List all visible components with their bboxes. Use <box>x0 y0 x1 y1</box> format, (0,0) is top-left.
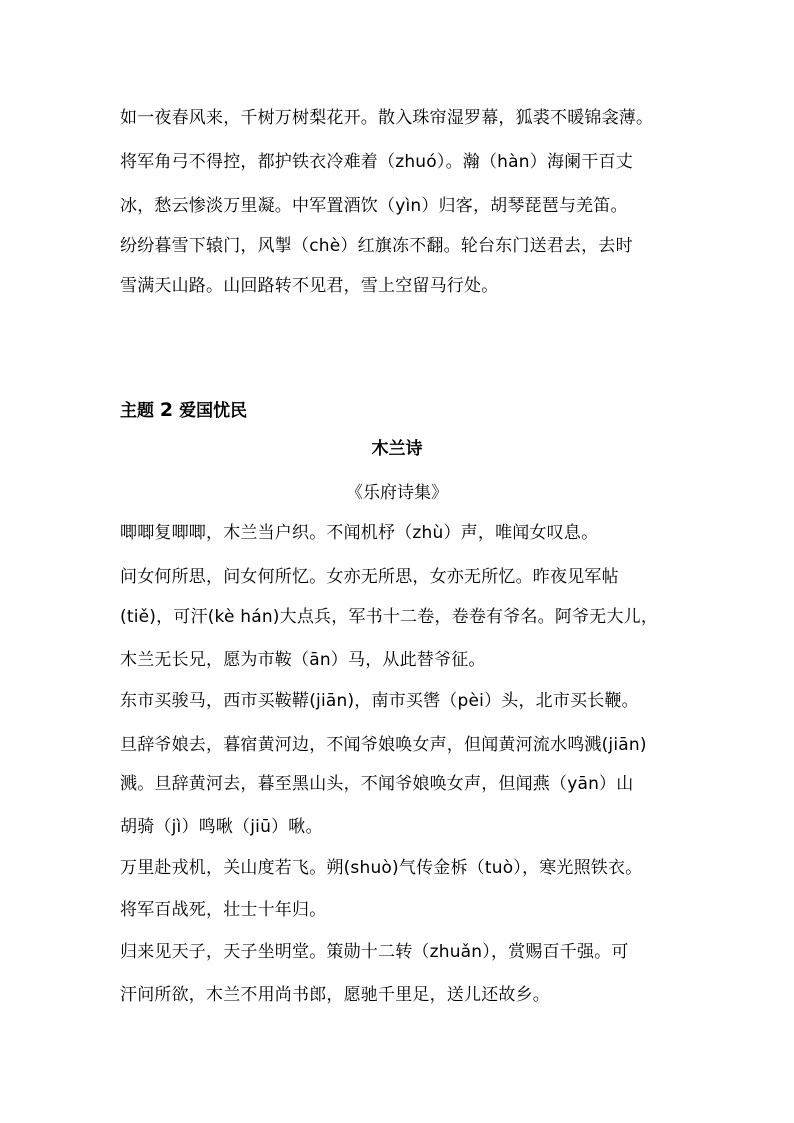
poem-line: 唧唧复唧唧，木兰当户织。不闻机杼（zhù）声，唯闻女叹息。 <box>120 523 599 543</box>
poem-line: 胡骑（jì）鸣啾（jiū）啾。 <box>120 817 323 837</box>
theme-number: 2 <box>159 399 174 421</box>
theme-prefix: 主题 <box>120 401 154 421</box>
poem-line: 木兰无长兄，愿为市鞍（ān）马，从此替爷征。 <box>120 650 486 670</box>
poem-line: 旦辞爷娘去，暮宿黄河边，不闻爷娘唤女声，但闻黄河流水鸣溅(jiān) <box>120 735 647 755</box>
text-line: 如一夜春风来，千树万树梨花开。散入珠帘湿罗幕，狐裘不暖锦衾薄。 <box>120 108 654 128</box>
poem-line: 归来见天子，天子坐明堂。策勋十二转（zhuǎn），赏赐百千强。可 <box>120 942 629 962</box>
text-line: 冰，愁云惨淡万里凝。中军置酒饮（yìn）归客，胡琴琵琶与羌笛。 <box>120 196 628 216</box>
poem-line: 万里赴戎机，关山度若飞。朔(shuò)气传金柝（tuò），寒光照铁衣。 <box>120 858 643 878</box>
poem-line: 将军百战死，壮士十年归。 <box>120 900 327 920</box>
theme-heading <box>120 398 247 423</box>
text-line: 纷纷暮雪下辕门，风掣（chè）红旗冻不翻。轮台东门送君去，去时 <box>120 236 633 256</box>
theme-name: 爱国忧民 <box>179 401 248 421</box>
poem-line: 溅。旦辞黄河去，暮至黑山头，不闻爷娘唤女声，但闻燕（yān）山 <box>120 774 634 794</box>
poem-line: 问女何所思，问女何所忆。女亦无所思，女亦无所忆。昨夜见军帖 <box>120 567 619 587</box>
poem-title: 木兰诗 <box>371 439 423 459</box>
poem-line: 汗问所欲，木兰不用尚书郎，愿驰千里足，送儿还故乡。 <box>120 985 550 1005</box>
text-line: 将军角弓不得控，都护铁衣冷难着（zhuó）。瀚（hàn）海阑干百丈 <box>120 152 633 172</box>
poem-line: (tiě)，可汗(kè hán)大点兵，军书十二卷，卷卷有爷名。阿爷无大儿， <box>120 607 659 627</box>
poem-line: 东市买骏马，西市买鞍鞯(jiān)，南市买辔（pèi）头，北市买长鞭。 <box>120 691 639 711</box>
text-line: 雪满天山路。山回路转不见君，雪上空留马行处。 <box>120 276 499 296</box>
poem-source: 《乐府诗集》 <box>346 483 448 503</box>
